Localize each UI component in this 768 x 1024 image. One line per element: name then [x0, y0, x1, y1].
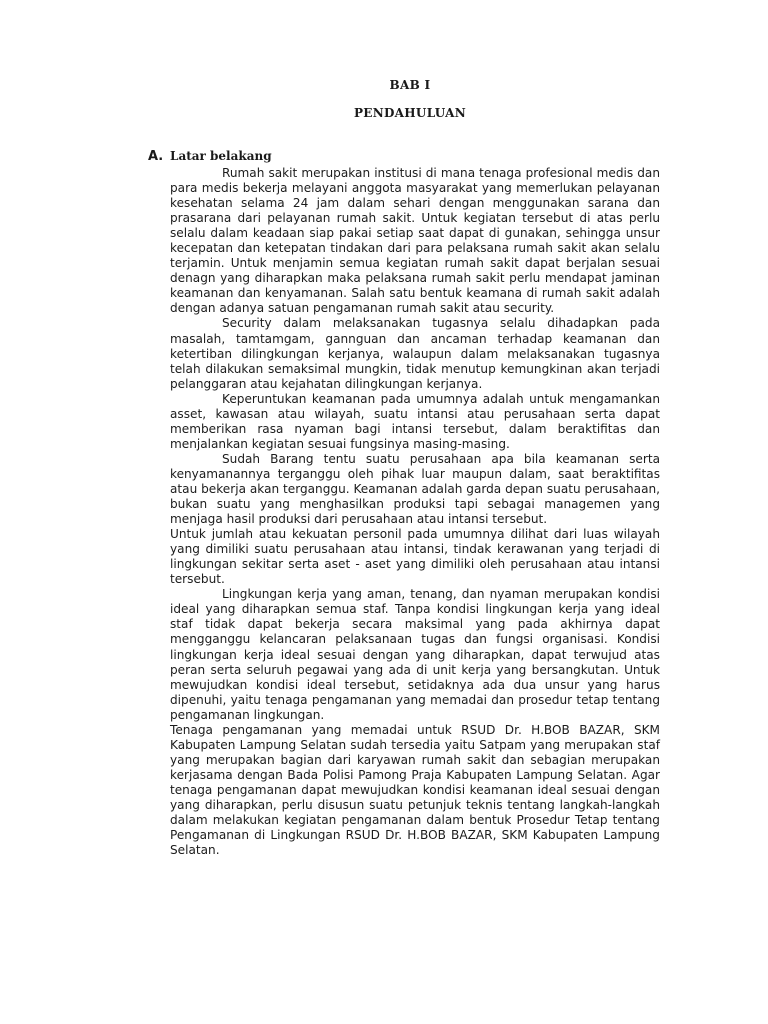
paragraph: Rumah sakit merupakan institusi di mana tenaga profesional medis dan para medis bekerja melayani anggota masyarakat yang memerlukan pelayanan kesehatan selama 24 jam dalam sehari dengan menggunakan sarana dan prasarana dari pelayanan rumah sakit. Untuk kegiatan tersebut di atas perlu selalu dalam keadaan siap pakai setiap saat dapat di gunakan, sehingga unsur kecepatan dan ketepatan tindakan dari para pelaksana rumah sakit akan selalu terjamin. Untuk menjamin semua kegiatan rumah sakit dapat berjalan sesuai denagn yang diharapkan maka pelaksana rumah sakit perlu mendapat jaminan keamanan dan kenyamanan. Salah satu bentuk keamana di rumah sakit adalah dengan adanya satuan pengamanan rumah sakit atau security.: [170, 166, 660, 316]
subsection-heading: [148, 149, 272, 164]
paragraph: Sudah Barang tentu suatu perusahaan apa bila keamanan serta kenyamanannya terganggu oleh pihak luar maupun dalam, saat beraktifitas atau bekerja akan terganggu. Keamanan adalah garda depan suatu perusahaan, bukan suatu yang menghasilkan produksi tapi sebagai managemen yang menjaga hasil produksi dari perusahaan atau intansi tersebut.: [170, 451, 660, 527]
paragraph: Tenaga pengamanan yang memadai untuk RSUD Dr. H.BOB BAZAR, SKM Kabupaten Lampung Selatan sudah tersedia yaitu Satpam yang merupakan staf yang merupakan bagian dari karyawan rumah sakit dan sebagian merupakan kerjasama dengan Bada Polisi Pamong Praja Kabupaten Lampung Selatan. Agar tenaga pengamanan dapat mewujudkan kondisi keamanan ideal sesuai dengan yang diharapkan, perlu disusun suatu petunjuk teknis tentang langkah-langkah dalam melakukan kegiatan pengamanan dalam bentuk Prosedur Tetap tentang Pengamanan di Lingkungan RSUD Dr. H.BOB BAZAR, SKM Kabupaten Lampung Selatan.: [170, 722, 660, 858]
paragraph: Lingkungan kerja yang aman, tenang, dan nyaman merupakan kondisi ideal yang diharapkan semua staf. Tanpa kondisi lingkungan kerja yang ideal staf tidak dapat bekerja secara maksimal yang pada akhirnya dapat mengganggu kelancaran pelaksanaan tugas dan fungsi organisasi. Kondisi lingkungan kerja ideal sesuai dengan yang diharapkan, dapat terwujud atas peran serta seluruh pegawai yang ada di unit kerja yang bersangkutan. Untuk mewujudkan kondisi ideal tersebut, setidaknya ada dua unsur yang harus dipenuhi, yaitu tenaga pengamanan yang memadai dan prosedur tetap tentang pengamanan lingkungan.: [170, 587, 660, 722]
body-text: [170, 166, 660, 858]
subsection-letter: A.: [148, 149, 164, 164]
paragraph: Security dalam melaksanakan tugasnya selalu dihadapkan pada masalah, tamtamgam, gannguan dan ancaman terhadap keamanan dan ketertiban dilingkungan kerjanya, walaupun dalam melaksanakan tugasnya telah dilakukan semaksimal mungkin, tidak menutup kemungkinan akan terjadi pelanggaran atau kejahatan dilingkungan kerjanya.: [170, 316, 660, 391]
section-title: PENDAHULUAN: [353, 106, 467, 120]
subsection-title: Latar belakang: [170, 149, 272, 163]
chapter-heading: BAB I: [389, 78, 431, 92]
paragraph: Keperuntukan keamanan pada umumnya adalah untuk mengamankan asset, kawasan atau wilayah, suatu intansi atau perusahaan serta dapat memberikan rasa nyaman bagi intansi tersebut, dalam beraktifitas dan menjalankan kegiatan sesuai fungsinya masing-masing.: [170, 391, 660, 451]
paragraph: Untuk jumlah atau kekuatan personil pada umumnya dilihat dari luas wilayah yang dimiliki suatu perusahaan atau intansi, tindak kerawanan yang terjadi di lingkungan sekitar serta aset - aset yang dimiliki oleh perusahaan atau intansi tersebut.: [170, 527, 660, 587]
